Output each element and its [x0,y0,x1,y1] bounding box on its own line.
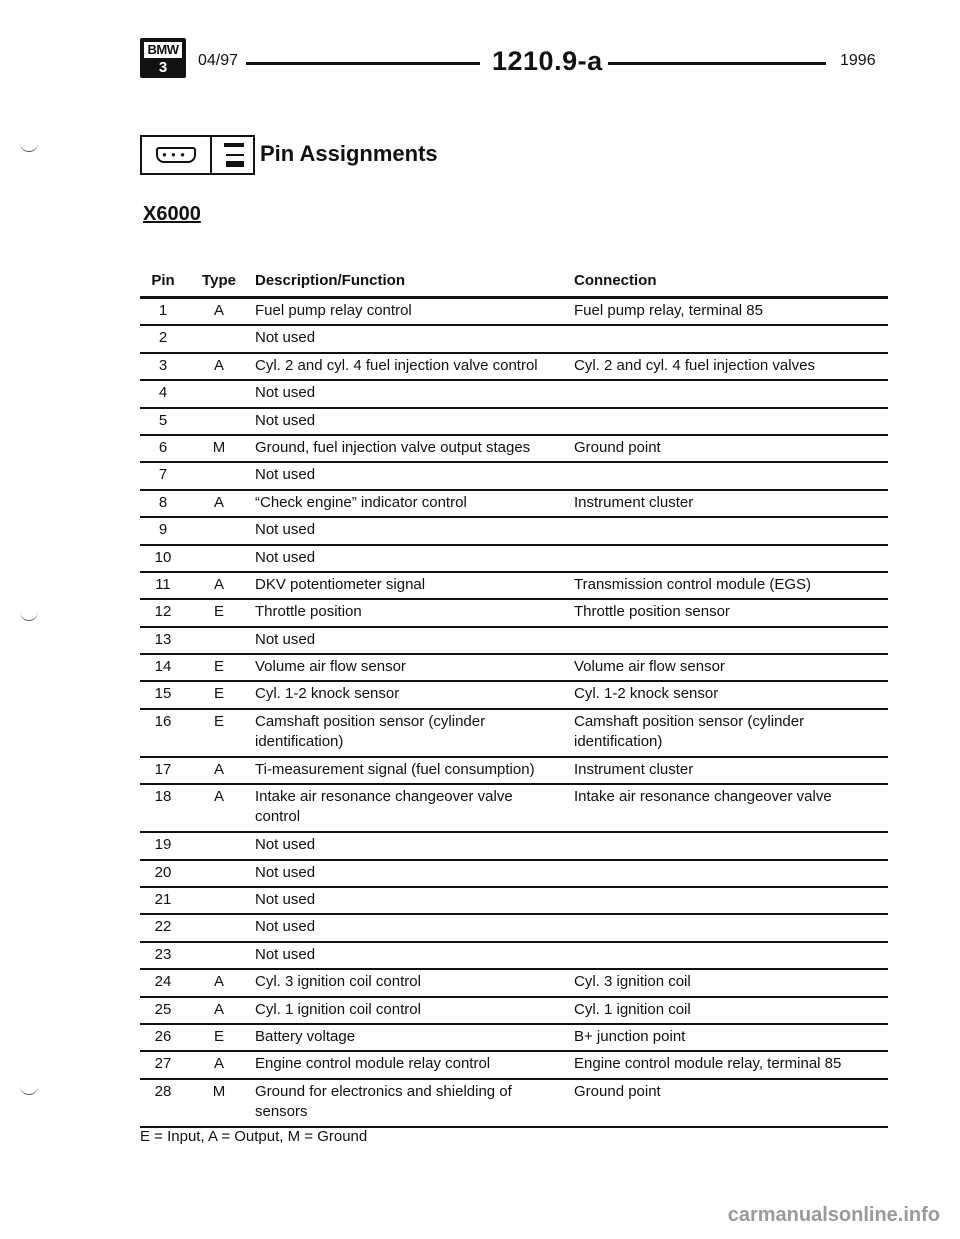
description-cell: Engine control module relay control [255,1055,491,1073]
pin-cell: 10 [154,548,172,566]
description-cell: Not used [255,411,316,429]
pin-cell: 26 [154,1027,172,1045]
connection-cell: Camshaft position sensor (cylinder identification) [574,712,805,750]
pin-cell: 15 [154,685,172,703]
connection-cell: Cyl. 2 and cyl. 4 fuel injection valves [574,356,815,374]
connection-cell: Throttle position sensor [574,603,730,621]
bmw-logo-icon [140,38,186,78]
connection-cell: Volume air flow sensor [574,658,725,676]
description-cell: Not used [255,836,316,854]
page-title: Pin Assignments [260,141,438,166]
pin-cell: 2 [158,329,168,347]
binding-mark [20,612,38,621]
table-row [140,758,888,785]
table-row [140,915,888,942]
page-header [140,38,878,78]
description-cell: Not used [255,548,316,566]
description-cell: Not used [255,329,316,347]
table-row [140,998,888,1025]
description-cell: Battery voltage [255,1027,356,1045]
pin-cell: 9 [158,521,168,539]
connection-cell: B+ junction point [574,1027,686,1045]
type-cell: A [213,493,224,511]
table-row [140,518,888,545]
pin-cell: 24 [154,973,172,991]
description-cell: Not used [255,466,316,484]
description-cell: Not used [255,945,316,963]
table-row [140,861,888,888]
connector-pin-icon: ● ● ● [140,135,255,175]
description-cell: Ground for electronics and shielding of sensors [255,1082,512,1120]
table-row [140,436,888,463]
description-cell: Volume air flow sensor [255,658,406,676]
table-row [140,381,888,408]
description-cell: Cyl. 1-2 knock sensor [255,685,400,703]
logo-series: 3 [158,59,168,76]
description-cell: Not used [255,521,316,539]
pin-table [140,272,888,1128]
pin-cell: 1 [158,302,168,319]
table-row [140,710,888,758]
pin-cell: 13 [154,630,172,648]
type-cell: E [213,685,224,703]
type-cell: A [213,760,224,778]
type-cell: A [213,302,224,319]
connection-cell: Instrument cluster [574,493,694,511]
description-cell: Cyl. 3 ignition coil control [255,973,421,991]
document-number: 1210.9-a [492,46,603,76]
description-cell: Not used [255,384,316,402]
type-cell: E [213,712,224,730]
description-cell: Throttle position [255,603,362,621]
binding-mark [20,1086,38,1095]
watermark: carmanualsonline.info [727,1204,940,1226]
pin-cell: 20 [154,863,172,881]
pin-cell: 21 [154,891,172,909]
pin-cell: 22 [154,918,172,936]
table-row [140,1080,888,1128]
table-row [140,682,888,709]
header-date: 04/97 [198,52,239,69]
connector-id: X6000 [143,203,201,225]
table-row [140,600,888,627]
description-cell: Cyl. 2 and cyl. 4 fuel injection valve control [255,356,538,374]
table-row [140,628,888,655]
pin-cell: 16 [154,712,172,730]
type-cell: E [213,603,224,621]
connection-cell: Cyl. 1-2 knock sensor [574,685,719,703]
connection-cell: Fuel pump relay, terminal 85 [574,302,763,319]
pin-cell: 28 [154,1082,172,1100]
description-cell: DKV potentiometer signal [255,575,426,593]
table-row [140,943,888,970]
description-cell: Intake air resonance changeover valve control [255,788,513,826]
table-row [140,326,888,353]
connection-cell: Cyl. 1 ignition coil [574,1000,691,1018]
connection-cell: Instrument cluster [574,760,694,778]
table-row [140,546,888,573]
type-cell: A [213,575,224,593]
col-header-connection: Connection [574,272,657,289]
col-header-description: Description/Function [255,272,405,289]
pin-cell: 25 [154,1000,172,1018]
connection-cell: Transmission control module (EGS) [574,575,812,593]
connection-cell: Engine control module relay, terminal 85 [574,1055,842,1073]
type-cell: E [213,658,224,676]
description-cell: Not used [255,891,316,909]
table-header [140,272,888,296]
pin-cell: 11 [155,575,171,593]
table-row [140,463,888,490]
type-cell: A [213,1055,224,1073]
type-cell: A [213,1000,224,1018]
logo-brand: BMW [144,42,182,58]
pin-cell: 23 [154,945,172,963]
pin-cell: 12 [154,603,172,621]
table-row [140,1025,888,1052]
col-header-type: Type [202,272,236,289]
pin-cell: 19 [154,836,172,854]
table-row [140,573,888,600]
connection-cell: Intake air resonance changeover valve [574,788,832,806]
table-row [140,833,888,860]
description-cell: Cyl. 1 ignition coil control [255,1000,421,1018]
header-year: 1996 [840,52,876,69]
pin-cell: 17 [154,760,172,778]
pin-cell: 4 [158,384,168,402]
table-row [140,409,888,436]
connection-cell: Cyl. 3 ignition coil [574,973,691,991]
binding-mark [20,143,38,152]
type-cell: E [213,1027,224,1045]
description-cell: Camshaft position sensor (cylinder identification) [255,712,486,750]
pin-cell: 7 [158,466,168,484]
description-cell: Fuel pump relay control [255,302,412,319]
col-header-pin: Pin [151,272,175,289]
pin-cell: 14 [154,658,172,676]
pin-cell: 6 [158,438,168,456]
type-cell: A [213,788,224,806]
description-cell: Not used [255,918,316,936]
table-row [140,354,888,381]
table-row [140,888,888,915]
table-body [140,299,888,1128]
pin-cell: 3 [158,356,168,374]
header-rule-left [246,62,480,65]
pin-cell: 5 [158,411,168,429]
description-cell: Ground, fuel injection valve output stages [255,438,531,456]
type-cell: M [212,438,226,456]
table-row [140,785,888,833]
table-row [140,299,888,326]
description-cell: Ti-measurement signal (fuel consumption) [255,760,535,778]
connection-cell: Ground point [574,1082,661,1100]
description-cell: “Check engine” indicator control [255,493,467,511]
description-cell: Not used [255,630,316,648]
type-cell: A [213,973,224,991]
pin-cell: 27 [154,1055,172,1073]
type-cell: A [213,356,224,374]
type-cell: M [212,1082,226,1100]
table-row [140,655,888,682]
pin-cell: 18 [154,788,172,806]
connection-cell: Ground point [574,438,661,456]
type-legend: E = Input, A = Output, M = Ground [140,1128,368,1145]
table-row [140,970,888,997]
description-cell: Not used [255,863,316,881]
header-rule-right [608,62,826,65]
table-row [140,1052,888,1079]
table-row [140,491,888,518]
pin-cell: 8 [158,493,168,511]
